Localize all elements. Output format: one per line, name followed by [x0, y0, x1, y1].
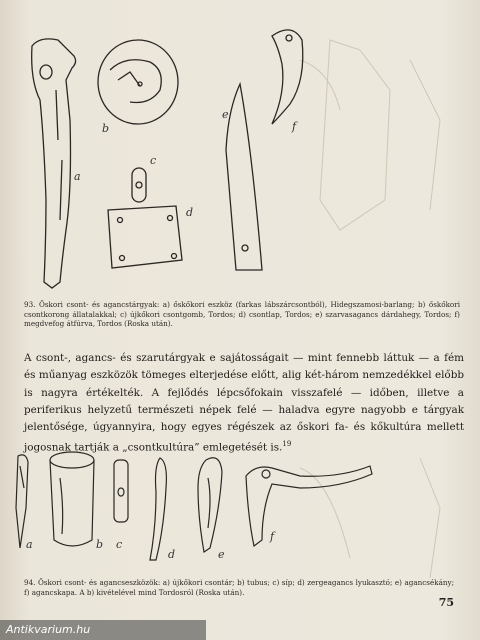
figure-94-label-d: d [168, 548, 176, 561]
footnote-marker: 19 [282, 440, 292, 449]
figure-93-drawings [0, 0, 480, 300]
figure-93-label-f: f [292, 120, 297, 133]
watermark-logo: Antikvarium.hu [0, 620, 206, 640]
bone-plate-d [108, 206, 182, 268]
figure-94-drawings [0, 448, 480, 588]
figure-93-caption: 93. Őskori csont- és agancstárgyak: a) őskőkori eszköz (farkas lábszárcsontból), Hidegszamosi-barlang; b) őskőkori csontkorong állatalakkal; c) újkőkori csontgomb, Tordos; d) csontlap, Tordos; e) szarvasagancs dárdahegy, Tordos; f) megdvefog átfúrva, Tordos (Roska után). [24, 300, 460, 329]
figure-93-label-e: e [222, 108, 229, 121]
figure-94-label-b: b [96, 538, 104, 551]
faint-background-sketch [300, 40, 440, 230]
figure-94-label-e: e [218, 548, 225, 561]
figure-93-label-a: a [74, 170, 81, 183]
body-paragraph-text: A csont-, agancs- és szarutárgyak e sajátosságait — mint fennebb láttuk — a fém és műanyag eszközök tömeges elterjedése előtt, alig két-három nemzedékkel előbb is nagyra értékelték. A fejlődés lépcsőfokain visszafelé — időben, illetve a periferikus helyzetű természeti népek felé — haladva egyre nagyobb e tárgyak jelentősége, úgyannyira, hogy egyes régészek az őskori fa- és kőkultúra mellett jogosnak tartják a „csontkultúra” emlegetését is. [24, 352, 464, 454]
figure-94-label-a: a [26, 538, 33, 551]
chamois-horn-awl-d [150, 458, 166, 560]
figure-94-label-c: c [116, 538, 123, 551]
bone-tool-a [32, 39, 76, 288]
figure-94-caption: 94. Őskori csont- és agancseszközök: a) újkőkori csontár; b) tubus; c) síp; d) zergeagancs lyukasztó; e) agancsékány; f) agancskapa. A b) kivételével mind Tordosról (Roska után). [24, 578, 454, 597]
antler-pick-f [246, 466, 372, 546]
bone-button-c [132, 168, 146, 202]
figure-94-label-f: f [270, 530, 275, 543]
figure-93-label-c: c [150, 154, 157, 167]
page-number: 75 [438, 596, 454, 609]
bone-whistle-c [114, 460, 128, 522]
bone-disc-b [98, 40, 178, 124]
antler-wedge-e [198, 458, 222, 552]
figure-93-label-d: d [186, 206, 194, 219]
antler-spearhead-e [226, 84, 262, 270]
bone-tube-b [50, 452, 94, 546]
bone-awl-a [16, 455, 28, 548]
perforated-tooth-f [272, 30, 303, 124]
figure-93-label-b: b [102, 122, 110, 135]
body-paragraph [24, 350, 464, 457]
